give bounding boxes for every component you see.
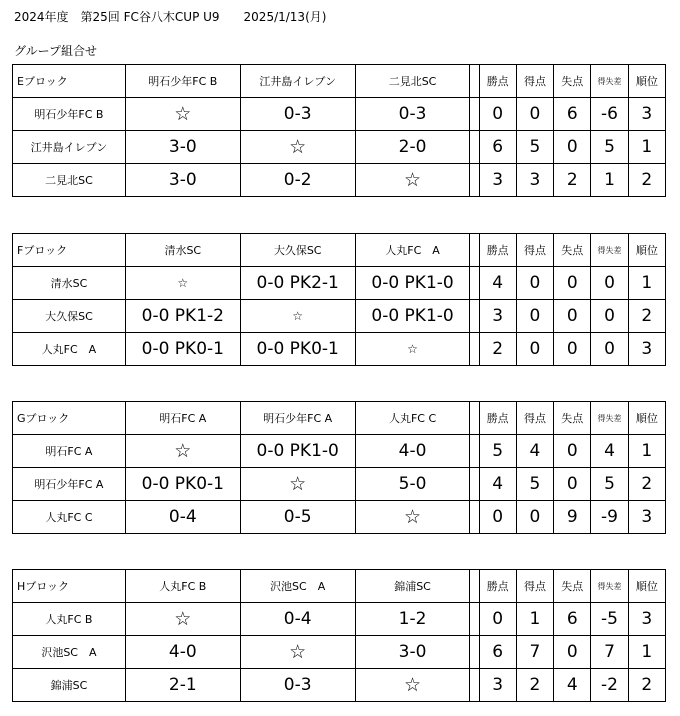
stat-value: 2 [479,333,516,366]
stat-value: 3 [479,164,516,197]
opponent-header: 錦浦SC [355,570,470,603]
self-match-star: ☆ [240,131,355,164]
stat-value: 1 [628,636,665,669]
match-result: 0-3 [240,669,355,702]
team-name: 明石少年FC A [13,468,126,501]
spacer [470,98,479,131]
stat-value: 4 [554,669,591,702]
spacer [470,333,479,366]
match-result: 3-0 [355,636,470,669]
spacer [470,234,479,267]
opponent-header: 人丸FC C [355,402,470,435]
stat-header: 得失差 [591,402,628,435]
match-result: 4-0 [355,435,470,468]
team-name: 二見北SC [13,164,126,197]
stat-value: 0 [516,98,553,131]
table-row [13,98,666,131]
stat-value: 5 [516,131,553,164]
header-row [13,65,666,98]
spacer [470,300,479,333]
match-result: 0-0 PK2-1 [240,267,355,300]
opponent-header: 二見北SC [355,65,470,98]
header-row [13,570,666,603]
stat-value: 2 [628,669,665,702]
opponent-header: 明石少年FC B [125,65,240,98]
match-result: 0-3 [355,98,470,131]
stat-header: 順位 [628,234,665,267]
block-table [12,64,666,197]
spacer [470,164,479,197]
stat-value: 1 [591,164,628,197]
stat-header: 勝点 [479,402,516,435]
match-result: 1-2 [355,603,470,636]
opponent-header: 人丸FC B [125,570,240,603]
stat-value: 0 [554,300,591,333]
stat-value: -6 [591,98,628,131]
stat-value: 0 [554,636,591,669]
stat-value: 2 [628,164,665,197]
stat-value: -5 [591,603,628,636]
team-name: 明石少年FC B [13,98,126,131]
block-table [12,233,666,366]
stat-value: 0 [554,333,591,366]
stat-value: 0 [554,131,591,164]
team-name: 沢池SC A [13,636,126,669]
team-name: 錦浦SC [13,669,126,702]
spacer [470,402,479,435]
match-result: 3-0 [125,164,240,197]
page-subtitle: グループ組合せ [14,44,98,58]
stat-header: 得点 [516,234,553,267]
stat-value: 0 [554,435,591,468]
self-match-star: ☆ [240,300,355,333]
table-row [13,603,666,636]
table-row [13,333,666,366]
stat-value: 7 [591,636,628,669]
match-result: 0-0 PK1-0 [355,300,470,333]
team-name: 清水SC [13,267,126,300]
stat-value: 0 [479,501,516,534]
self-match-star: ☆ [355,501,470,534]
match-result: 0-2 [240,164,355,197]
stat-header: 得点 [516,570,553,603]
team-name: 人丸FC C [13,501,126,534]
stat-header: 順位 [628,570,665,603]
stat-value: 3 [628,501,665,534]
stat-value: 2 [628,300,665,333]
match-result: 0-0 PK1-2 [125,300,240,333]
spacer [470,603,479,636]
stat-value: 3 [628,603,665,636]
stat-header: 勝点 [479,570,516,603]
stat-value: 6 [554,98,591,131]
spacer [470,669,479,702]
self-match-star: ☆ [125,98,240,131]
match-result: 0-0 PK0-1 [125,468,240,501]
stat-header: 得失差 [591,234,628,267]
stat-value: 2 [516,669,553,702]
opponent-header: 清水SC [125,234,240,267]
opponent-header: 大久保SC [240,234,355,267]
block-table [12,401,666,534]
match-result: 2-0 [355,131,470,164]
opponent-header: 明石少年FC A [240,402,355,435]
table-row [13,636,666,669]
match-result: 0-3 [240,98,355,131]
team-name: 江井島イレブン [13,131,126,164]
stat-value: 5 [479,435,516,468]
table-row [13,468,666,501]
stat-value: 3 [628,333,665,366]
match-result: 0-0 PK0-1 [125,333,240,366]
table-row [13,131,666,164]
match-result: 2-1 [125,669,240,702]
stat-header: 得点 [516,65,553,98]
stat-value: 1 [628,131,665,164]
stat-header: 得失差 [591,65,628,98]
opponent-header: 沢池SC A [240,570,355,603]
stat-value: 5 [591,468,628,501]
stat-value: 3 [479,669,516,702]
stat-value: 0 [554,468,591,501]
table-row [13,501,666,534]
spacer [470,570,479,603]
match-result: 0-0 PK1-0 [240,435,355,468]
stat-value: 0 [591,300,628,333]
stat-header: 失点 [554,234,591,267]
header-row [13,234,666,267]
stat-value: 1 [516,603,553,636]
stat-header: 得点 [516,402,553,435]
self-match-star: ☆ [240,636,355,669]
block-name: Gブロック [13,402,126,435]
stat-header: 失点 [554,402,591,435]
stat-value: 1 [628,435,665,468]
spacer [470,267,479,300]
stat-value: 9 [554,501,591,534]
match-result: 3-0 [125,131,240,164]
spacer [470,636,479,669]
table-row [13,267,666,300]
stat-value: 6 [554,603,591,636]
stat-value: 3 [628,98,665,131]
stat-header: 勝点 [479,65,516,98]
table-row [13,300,666,333]
self-match-star: ☆ [355,164,470,197]
spacer [470,131,479,164]
team-name: 明石FC A [13,435,126,468]
stat-value: 0 [516,300,553,333]
stat-value: 4 [479,468,516,501]
block-name: Hブロック [13,570,126,603]
stat-value: 0 [479,98,516,131]
header-row [13,402,666,435]
self-match-star: ☆ [355,333,470,366]
stat-value: 3 [516,164,553,197]
spacer [470,65,479,98]
match-result: 5-0 [355,468,470,501]
stat-header: 勝点 [479,234,516,267]
match-result: 0-0 PK1-0 [355,267,470,300]
spacer [470,468,479,501]
spacer [470,435,479,468]
stat-value: -2 [591,669,628,702]
stat-value: 5 [591,131,628,164]
table-row [13,669,666,702]
stat-header: 失点 [554,570,591,603]
team-name: 人丸FC A [13,333,126,366]
stat-value: 1 [628,267,665,300]
stat-header: 失点 [554,65,591,98]
opponent-header: 人丸FC A [355,234,470,267]
stat-value: 4 [591,435,628,468]
self-match-star: ☆ [240,468,355,501]
stat-value: 2 [628,468,665,501]
spacer [470,501,479,534]
stat-value: 7 [516,636,553,669]
stat-value: 6 [479,131,516,164]
self-match-star: ☆ [355,669,470,702]
stat-value: 0 [591,267,628,300]
stat-value: 2 [554,164,591,197]
stat-value: 3 [479,300,516,333]
stat-value: 0 [516,501,553,534]
stat-value: 0 [516,333,553,366]
table-row [13,164,666,197]
stat-value: 0 [591,333,628,366]
page-title: 2024年度 第25回 FC谷八木CUP U9 2025/1/13(月) [14,10,327,24]
opponent-header: 江井島イレブン [240,65,355,98]
match-result: 0-4 [125,501,240,534]
stat-value: 6 [479,636,516,669]
table-row [13,435,666,468]
stat-header: 順位 [628,402,665,435]
stat-value: 5 [516,468,553,501]
stat-value: 0 [479,603,516,636]
stat-value: 0 [554,267,591,300]
self-match-star: ☆ [125,603,240,636]
stat-header: 順位 [628,65,665,98]
team-name: 大久保SC [13,300,126,333]
team-name: 人丸FC B [13,603,126,636]
stat-value: 4 [479,267,516,300]
stat-header: 得失差 [591,570,628,603]
stat-value: -9 [591,501,628,534]
match-result: 0-4 [240,603,355,636]
match-result: 0-5 [240,501,355,534]
block-table [12,569,666,702]
stat-value: 0 [516,267,553,300]
opponent-header: 明石FC A [125,402,240,435]
match-result: 0-0 PK0-1 [240,333,355,366]
stat-value: 4 [516,435,553,468]
block-name: Fブロック [13,234,126,267]
self-match-star: ☆ [125,267,240,300]
match-result: 4-0 [125,636,240,669]
block-name: Eブロック [13,65,126,98]
self-match-star: ☆ [125,435,240,468]
